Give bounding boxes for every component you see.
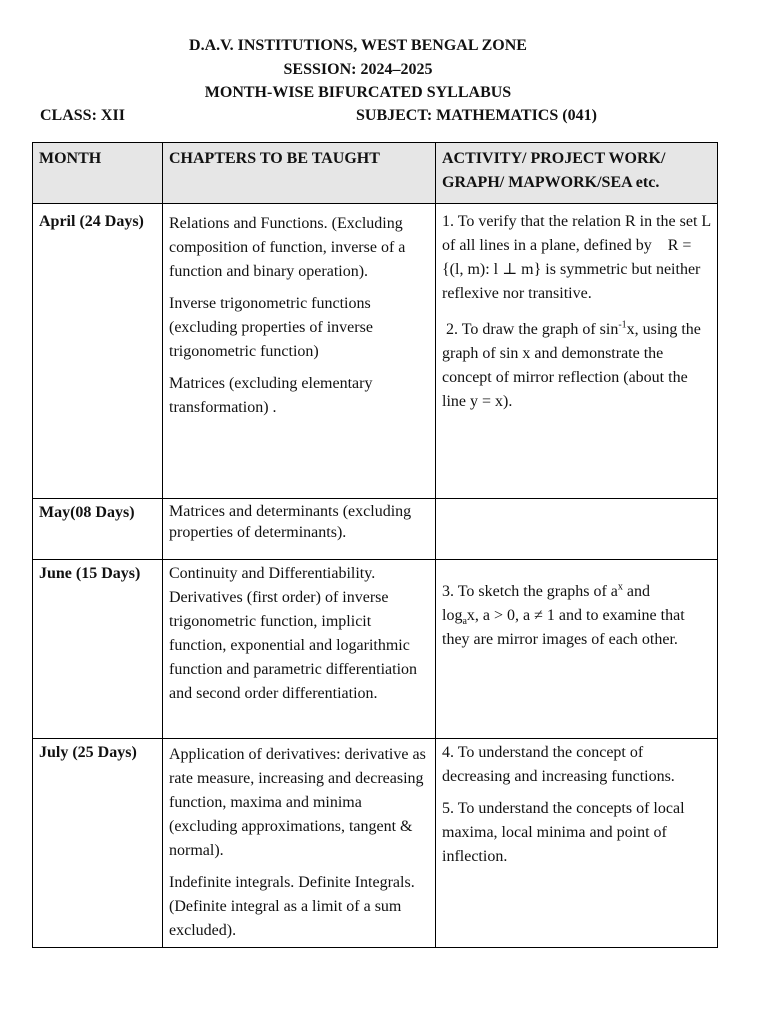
header-month: MONTH [33, 143, 163, 204]
chapters-cell [163, 739, 436, 948]
exponent-superscript: x [617, 581, 623, 593]
chapter-text: Indefinite integrals. Definite Integrals. (Definite integral as a limit of a sum excluded). [169, 874, 415, 939]
month-cell: July (25 Days) [33, 739, 163, 948]
chapter-text: Relations and Functions. (Excluding composition of function, inverse of a function and binary operation). [169, 215, 406, 280]
activity-1-end: is symmetric but neither reflexive nor transitive. [442, 261, 701, 302]
activity-text [442, 580, 711, 652]
activity-text: 5. To understand the concepts of local maxima, local minima and point of inflection. [442, 800, 685, 865]
table-row [33, 560, 718, 739]
chapter-text: Application of derivatives: derivative as rate measure, increasing and decreasing function, maxima and minima (excluding approximations, tangent & normal). [169, 746, 426, 859]
subject-label: SUBJECT: MATHEMATICS (041) [356, 107, 597, 124]
activity-text [442, 318, 711, 414]
table-row [33, 499, 718, 560]
header-activity: ACTIVITY/ PROJECT WORK/ GRAPH/ MAPWORK/SEA etc. [436, 143, 718, 204]
activity-3-mid1: and [622, 583, 650, 600]
chapter-text: Continuity and Differentiability. [169, 565, 376, 582]
inverse-superscript: -1 [618, 319, 627, 331]
chapter-text: Inverse trigonometric functions (excluding properties of inverse trigonometric function) [169, 295, 373, 360]
session-title: SESSION: 2024–2025 [283, 61, 433, 78]
month-cell: May(08 Days) [33, 499, 163, 560]
activity-text [442, 210, 711, 306]
table-header-row [33, 143, 718, 204]
class-label: CLASS: XII [40, 107, 125, 124]
activity-3-log: log [442, 607, 463, 624]
chapter-text: Matrices (excluding elementary transformation) . [169, 375, 373, 416]
activity-2-pre: 2. To draw the graph of sin [446, 321, 619, 338]
activity-text: 4. To understand the concept of decreasing and increasing functions. [442, 744, 675, 785]
month-cell: April (24 Days) [33, 204, 163, 499]
chapters-cell [163, 560, 436, 739]
month-cell: June (15 Days) [33, 560, 163, 739]
activity-2-post: x, using the graph of sin x and demonstrate the concept of mirror reflection (about the line y = x). [442, 321, 701, 410]
activity-cell [436, 499, 718, 560]
activity-cell [436, 739, 718, 948]
header-chapters: CHAPTERS TO BE TAUGHT [163, 143, 436, 204]
syllabus-table [32, 142, 718, 948]
institution-title: D.A.V. INSTITUTIONS, WEST BENGAL ZONE [189, 37, 527, 54]
chapters-cell [163, 499, 436, 560]
activity-cell [436, 560, 718, 739]
relation-expression: R = {(l, m): l ⊥ m} [442, 237, 692, 278]
syllabus-title: MONTH-WISE BIFURCATED SYLLABUS [204, 84, 512, 101]
chapters-cell [163, 204, 436, 499]
activity-1-text: 1. To verify that the relation R in the set L of all lines in a plane, defined by [442, 213, 711, 254]
activity-3-end: that they are mirror images of each other. [442, 607, 685, 648]
activity-cell [436, 204, 718, 499]
chapter-text: Derivatives (first order) of inverse trigonometric function, implicit function, exponential and logarithmic function and parametric differentiation and second order differentiation. [169, 589, 418, 702]
chapter-text: Matrices and determinants (excluding properties of determinants). [169, 503, 412, 541]
table-row [33, 739, 718, 948]
activity-3-pre: 3. To sketch the graphs of a [442, 583, 618, 600]
activity-3-mid2: x, a > 0, a ≠ 1 and to examine [466, 607, 657, 624]
table-row [33, 204, 718, 499]
log-base-subscript: a [462, 616, 467, 628]
